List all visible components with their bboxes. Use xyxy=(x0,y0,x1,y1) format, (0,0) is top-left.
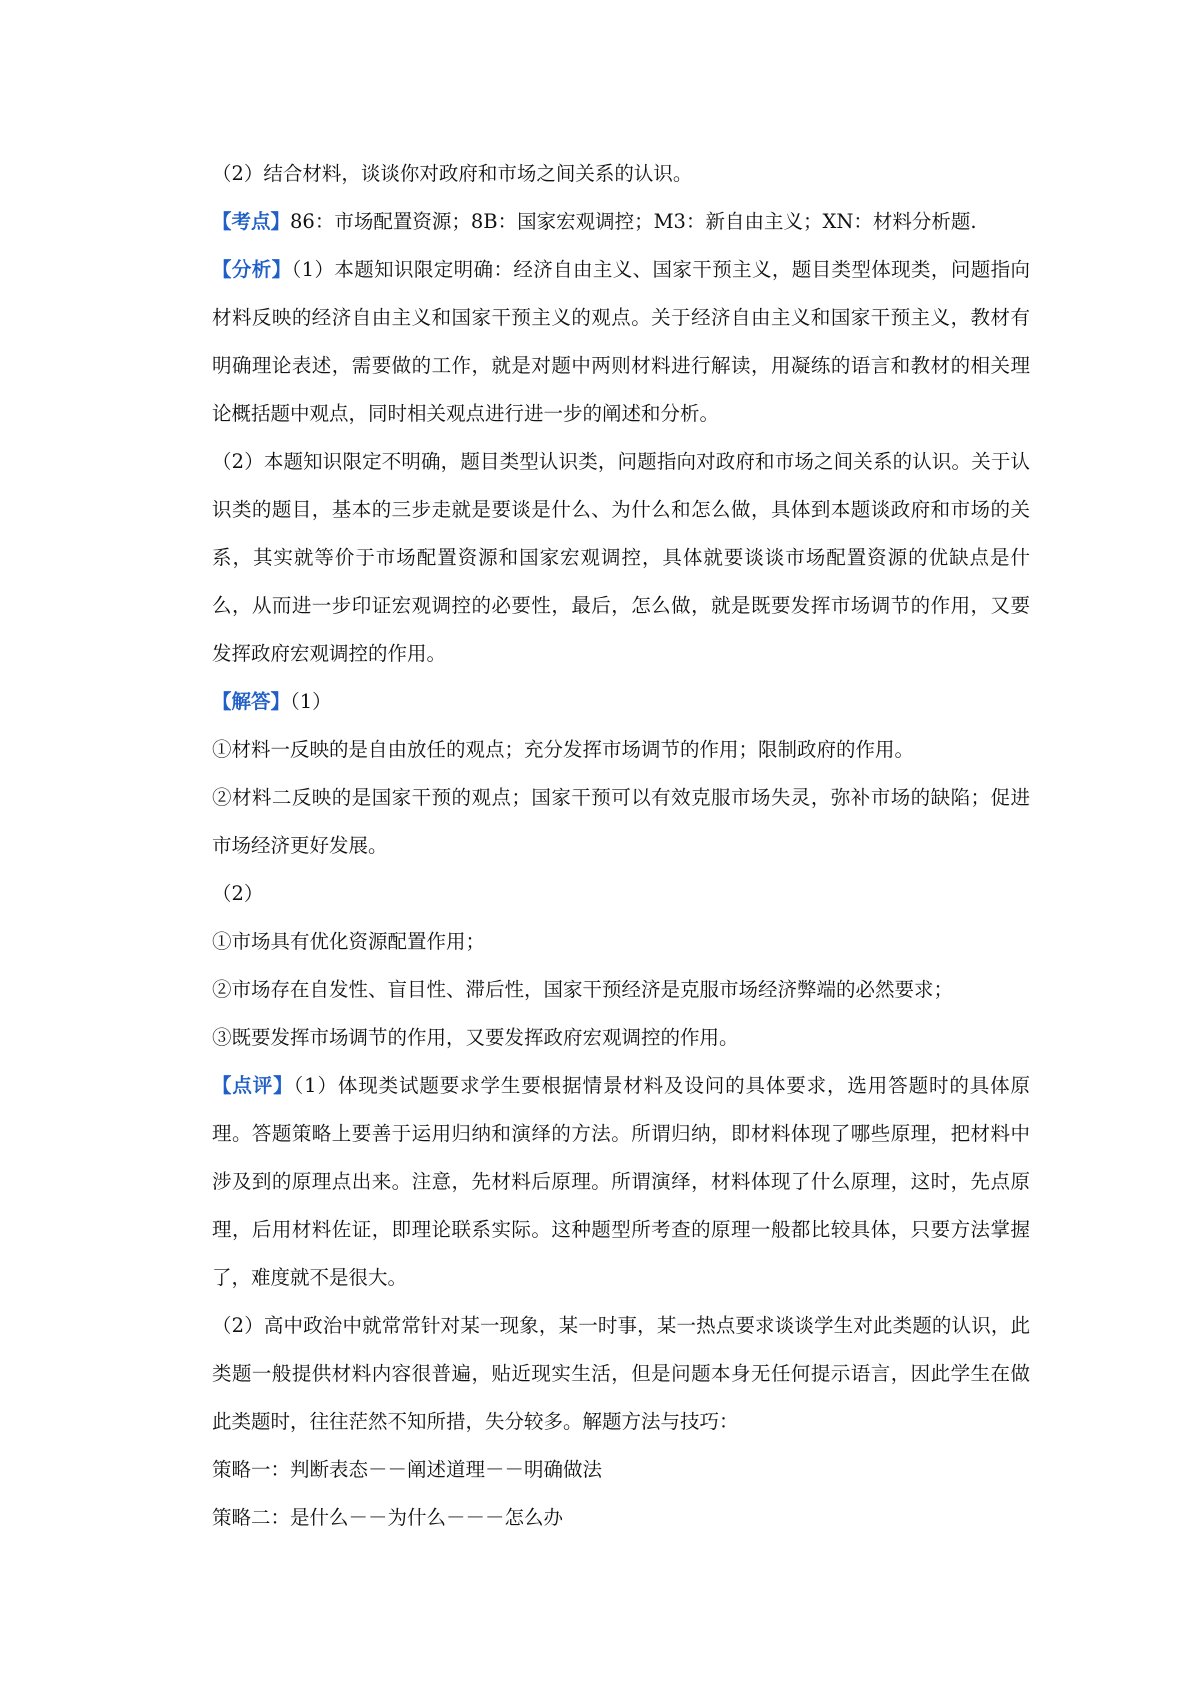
fenxi-part-1: （1）本题知识限定明确：经济自由主义、国家干预主义，题目类型体现类，问题指向材料反映的经济自由主义和国家干预主义的观点。关于经济自由主义和国家干预主义，教材有明确理论表述，需要做的工作，就是对题中两则材料进行解读，用凝练的语言和教材的相关理论概括题中观点，同时相关观点进行进一步的阐述和分析。 xyxy=(212,258,1030,425)
kaodian-section xyxy=(212,198,1030,246)
jieda-item-2-2: ②市场存在自发性、盲目性、滞后性，国家干预经济是克服市场经济弊端的必然要求； xyxy=(212,978,954,1001)
jieda-item-1-2: ②材料二反映的是国家干预的观点；国家干预可以有效克服市场失灵，弥补市场的缺陷；促进市场经济更好发展。 xyxy=(212,786,1030,857)
fenxi-part-2: （2）本题知识限定不明确，题目类型认识类，问题指向对政府和市场之间关系的认识。关于认识类的题目，基本的三步走就是要谈是什么、为什么和怎么做，具体到本题谈政府和市场的关系，其实就等价于市场配置资源和国家宏观调控，具体就要谈谈市场配置资源的优缺点是什么，从而进一步印证宏观调控的必要性，最后，怎么做，就是既要发挥市场调节的作用，又要发挥政府宏观调控的作用。 xyxy=(212,450,1030,665)
fenxi-tag: 【分析】 xyxy=(212,258,292,281)
kaodian-text: 86：市场配置资源；8B：国家宏观调控；M3：新自由主义；XN：材料分析题. xyxy=(290,210,977,233)
kaodian-tag: 【考点】 xyxy=(212,210,291,233)
jieda-item-2-1: ①市场具有优化资源配置作用； xyxy=(212,930,486,953)
document-page xyxy=(212,150,1030,1542)
jieda-item-1-1: ①材料一反映的是自由放任的观点；充分发挥市场调节的作用；限制政府的作用。 xyxy=(212,738,915,761)
strategy-1: 策略一：判断表态－－阐述道理－－明确做法 xyxy=(212,1458,603,1481)
jieda-item-2-3: ③既要发挥市场调节的作用，又要发挥政府宏观调控的作用。 xyxy=(212,1026,739,1049)
strategy-2: 策略二：是什么－－为什么－－－怎么办 xyxy=(212,1506,564,1529)
dianping-tag: 【点评】 xyxy=(212,1074,294,1097)
jieda-section xyxy=(212,678,1030,726)
dianping-section xyxy=(212,1062,1030,1302)
question-2: （2）结合材料，谈谈你对政府和市场之间关系的认识。 xyxy=(212,162,693,185)
dianping-part-2: （2）高中政治中就常常针对某一现象，某一时事，某一热点要求谈谈学生对此类题的认识，此类题一般提供材料内容很普遍，贴近现实生活，但是问题本身无任何提示语言，因此学生在做此类题时，往往茫然不知所措，失分较多。解题方法与技巧： xyxy=(212,1314,1030,1433)
dianping-part-1: （1）体现类试题要求学生要根据情景材料及设问的具体要求，选用答题时的具体原理。答题策略上要善于运用归纳和演绎的方法。所谓归纳，即材料体现了哪些原理，把材料中涉及到的原理点出来。注意，先材料后原理。所谓演绎，材料体现了什么原理，这时，先点原理，后用材料佐证，即理论联系实际。这种题型所考查的原理一般都比较具体，只要方法掌握了，难度就不是很大。 xyxy=(212,1074,1030,1289)
fenxi-section xyxy=(212,246,1030,438)
jieda-label-1: （1） xyxy=(290,690,332,713)
jieda-tag: 【解答】 xyxy=(212,690,291,713)
jieda-label-2: （2） xyxy=(212,882,264,905)
